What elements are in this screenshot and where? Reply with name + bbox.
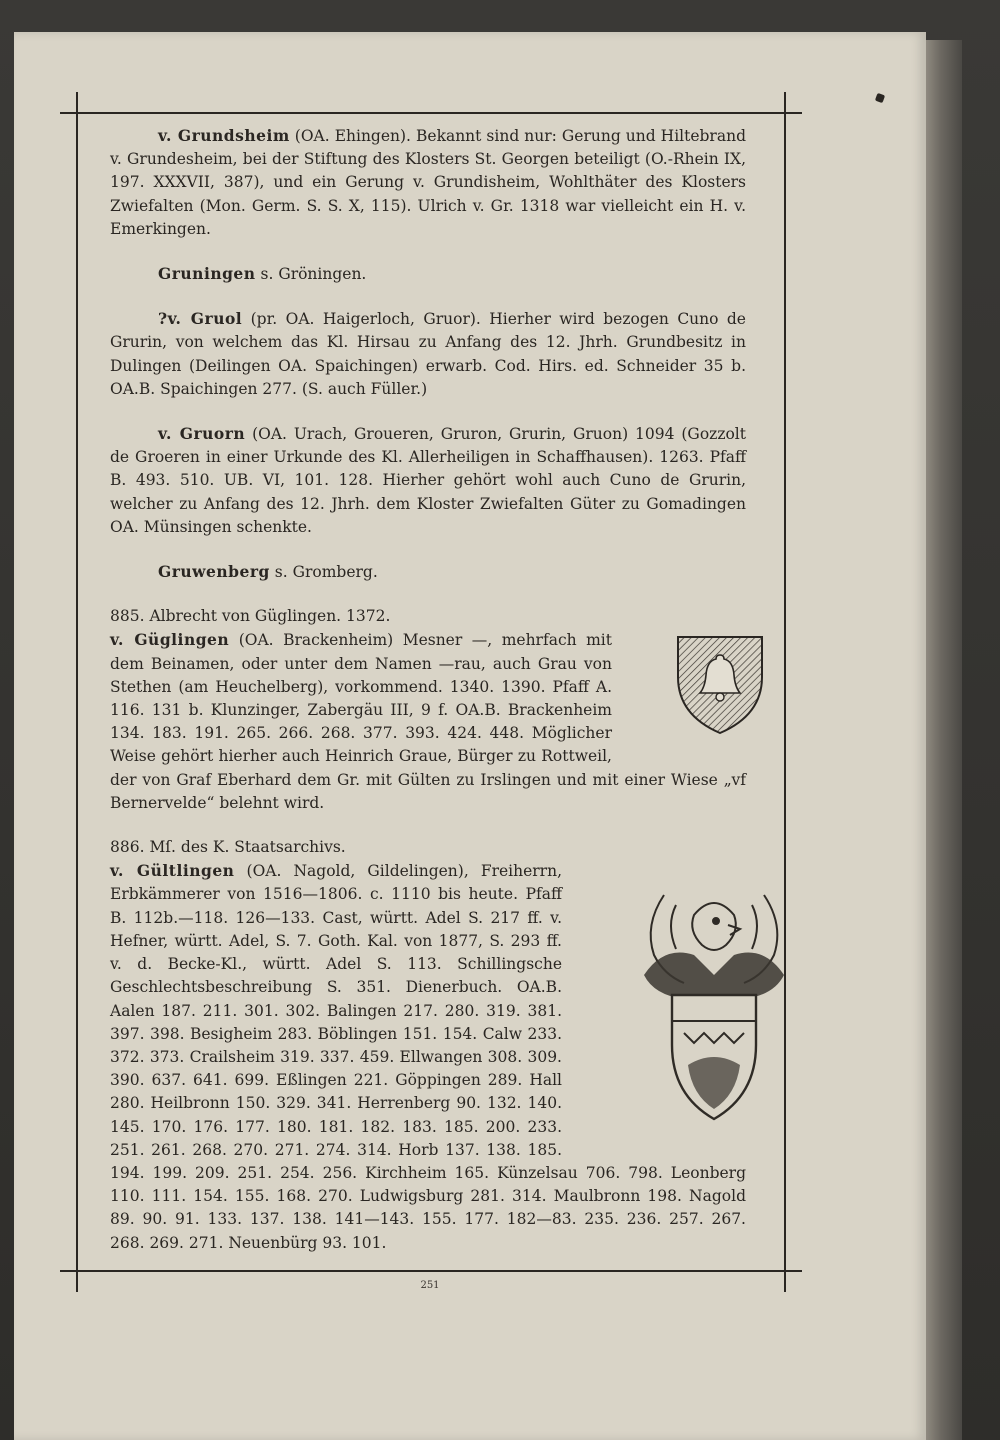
entry-body: (pr. OA. Haigerloch, Gruor). Hierher wird bezogen Cuno de Grurin, von welchem das Kl. Hirsau zu Anfang des 12. Jhrh. Grundbesitz in Dulingen (Deilingen OA. Spaichingen) erwarb. Cod. Hirs. ed. Schneider 35 b. OA.B. Spaichingen 277. (S. auch Füller.) [110,310,746,398]
page-number: 251 [420,1280,440,1291]
frame-left-rule [76,92,78,1292]
entry-gruol [110,307,746,401]
entry-grundsheim [110,124,746,241]
entry-gruningen [110,262,746,286]
eagle-shield-icon [624,875,804,1135]
entry-body: (OA. Brackenheim) Mesner —, mehrfach mit dem Beinamen, oder unter dem Namen —rau, auch Grau von Stethen (am Heuchelberg), vorkommend. 1340. 1390. Pfaff A. 116. 131 b. Klunzinger, Zabergäu III, 9 f. OA.B. Brackenheim 134. 183. 191. 265. 266. 268. 377. 393. 424. 448. Möglicher Weise gehört hierher auch Heinrich Graue, Bürger zu Rottweil, der von Graf Eberhard dem Gr. mit Gülten zu Irslingen und mit einer Wiese „vf Bernervelde“ belehnt wird. [110,631,746,812]
page-text [110,124,746,1270]
figure-caption: 886. Mſ. des K. Staatsarchivs. [110,838,346,857]
entry-head: v. Grundsheim [158,126,290,145]
entry-gruwenberg [110,560,746,584]
figure-885 [626,633,756,744]
entry-body: s. Gröningen. [255,265,367,284]
entry-gruorn [110,422,746,539]
entry-body: (OA. Ehingen). Bekannt sind nur: Gerung und Hiltebrand v. Grundesheim, bei der Stiftung des Klosters St. Georgen beteiligt (O.-Rhein IX, 197. XXXVII, 387), und ein Gerung v. Grundisheim, Wohlthäter des Klosters Zwiefalten (Mon. Germ. S. S. X, 115). Ulrich v. Gr. 1318 war vielleicht ein H. v. Emerkingen. [110,127,746,238]
frame-top-rule [60,112,802,114]
figure-886 [576,875,766,1142]
entry-body: (OA. Nagold, Gildelingen), Freiherrn, Erbkämmerer von 1516—1806. c. 1110 bis heute. Pfaff B. 112b.—118. 126—133. Cast, württ. Adel S. 217 ff. v. Hefner, württ. Adel, S. 7. Goth. Kal. von 1877, S. 293 ff. v. d. Becke-Kl., württ. Adel S. 113. Schillingsche Geschlechtsbeschreibung S. 351. Dienerbuch. OA.B. Aalen 187. 211. 301. 302. Balingen 217. 280. 319. 381. 397. 398. Besigheim 283. Böblingen 151. 154. Calw 233. 372. 373. Crailsheim 319. 337. 459. Ellwangen 308. 309. 390. 637. 641. 699. Eßlingen 221. Göppingen 289. Hall 280. Heilbronn 150. 329. 341. Herrenberg 90. 132. 140. 145. 170. 176. 177. 180. 181. 182. 183. 185. 200. 233. 251. 261. 268. 270. 271. 274. 314. Horb 137. 138. 185. 194. 199. 209. 251. 254. 256. Kirchheim 165. Künzelsau 706. 798. Leonberg 110. 111. 154. 155. 168. 270. Ludwigsburg 281. 314. Maulbronn 198. Nagold 89. 90. 91. 133. 137. 138. 141—143. 155. 177. 182—83. 235. 236. 257. 267. 268. 269. 271. Neuenbürg 93. 101. [110,862,746,1252]
figure-caption: 885. Albrecht von Güglingen. 1372. [110,607,391,626]
shield-bell-icon [674,633,766,737]
entry-body: s. Gromberg. [269,563,378,582]
entry-head: v. Gruorn [158,424,246,444]
entry-head: v. Güglingen [110,630,230,650]
entry-body: (OA. Urach, Groueren, Gruron, Grurin, Gruon) 1094 (Gozzolt de Groeren in einer Urkunde des Kl. Allerheiligen in Schaffhausen). 1263. Pfaff B. 493. 510. UB. VI, 101. 128. Hierher gehört wohl auch Cuno de Grurin, welcher zu Anfang des 12. Jhrh. dem Kloster Zwiefalten Güter zu Gomadingen OA. Münsingen schenkte. [110,425,746,536]
entry-head: Gruningen [158,264,256,284]
entry-head: v. Gültlingen [110,861,235,881]
book-spine [926,40,962,1440]
frame-bottom-rule [60,1270,802,1272]
entry-head: Gruwenberg [158,562,270,582]
entry-head: ?v. Gruol [158,309,243,329]
